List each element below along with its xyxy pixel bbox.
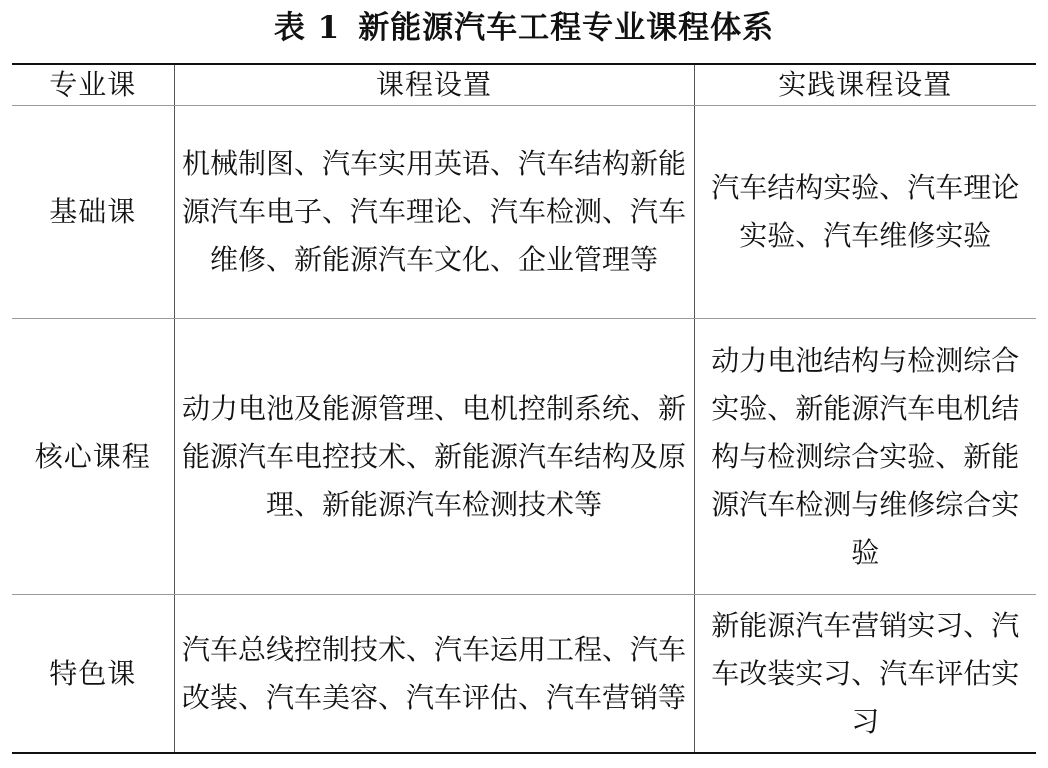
- table-row: [12, 106, 1036, 319]
- header-practice: 实践课程设置: [694, 64, 1036, 106]
- table-row: [12, 595, 1036, 754]
- practice-cell: 新能源汽车营销实习、汽车改装实习、汽车评估实习: [694, 595, 1036, 754]
- practice-cell: 汽车结构实验、汽车理论实验、汽车维修实验: [694, 106, 1036, 319]
- header-category: 专业课: [12, 64, 174, 106]
- table-row: [12, 319, 1036, 595]
- courses-cell: 汽车总线控制技术、汽车运用工程、汽车改装、汽车美容、汽车评估、汽车营销等: [174, 595, 694, 754]
- curriculum-table: [12, 63, 1036, 754]
- table-caption: [0, 6, 1048, 50]
- category-cell: 基础课: [12, 106, 174, 319]
- category-cell: 核心课程: [12, 319, 174, 595]
- header-row: [12, 64, 1036, 106]
- header-courses: 课程设置: [174, 64, 694, 106]
- practice-cell: 动力电池结构与检测综合实验、新能源汽车电机结构与检测综合实验、新能源汽车检测与维修综合实验: [694, 319, 1036, 595]
- table-title: 新能源汽车工程专业课程体系: [358, 10, 775, 46]
- courses-cell: 机械制图、汽车实用英语、汽车结构新能源汽车电子、汽车理论、汽车检测、汽车维修、新能源汽车文化、企业管理等: [174, 106, 694, 319]
- category-cell: 特色课: [12, 595, 174, 754]
- table-number: 表 1: [273, 10, 341, 46]
- courses-cell: 动力电池及能源管理、电机控制系统、新能源汽车电控技术、新能源汽车结构及原理、新能源汽车检测技术等: [174, 319, 694, 595]
